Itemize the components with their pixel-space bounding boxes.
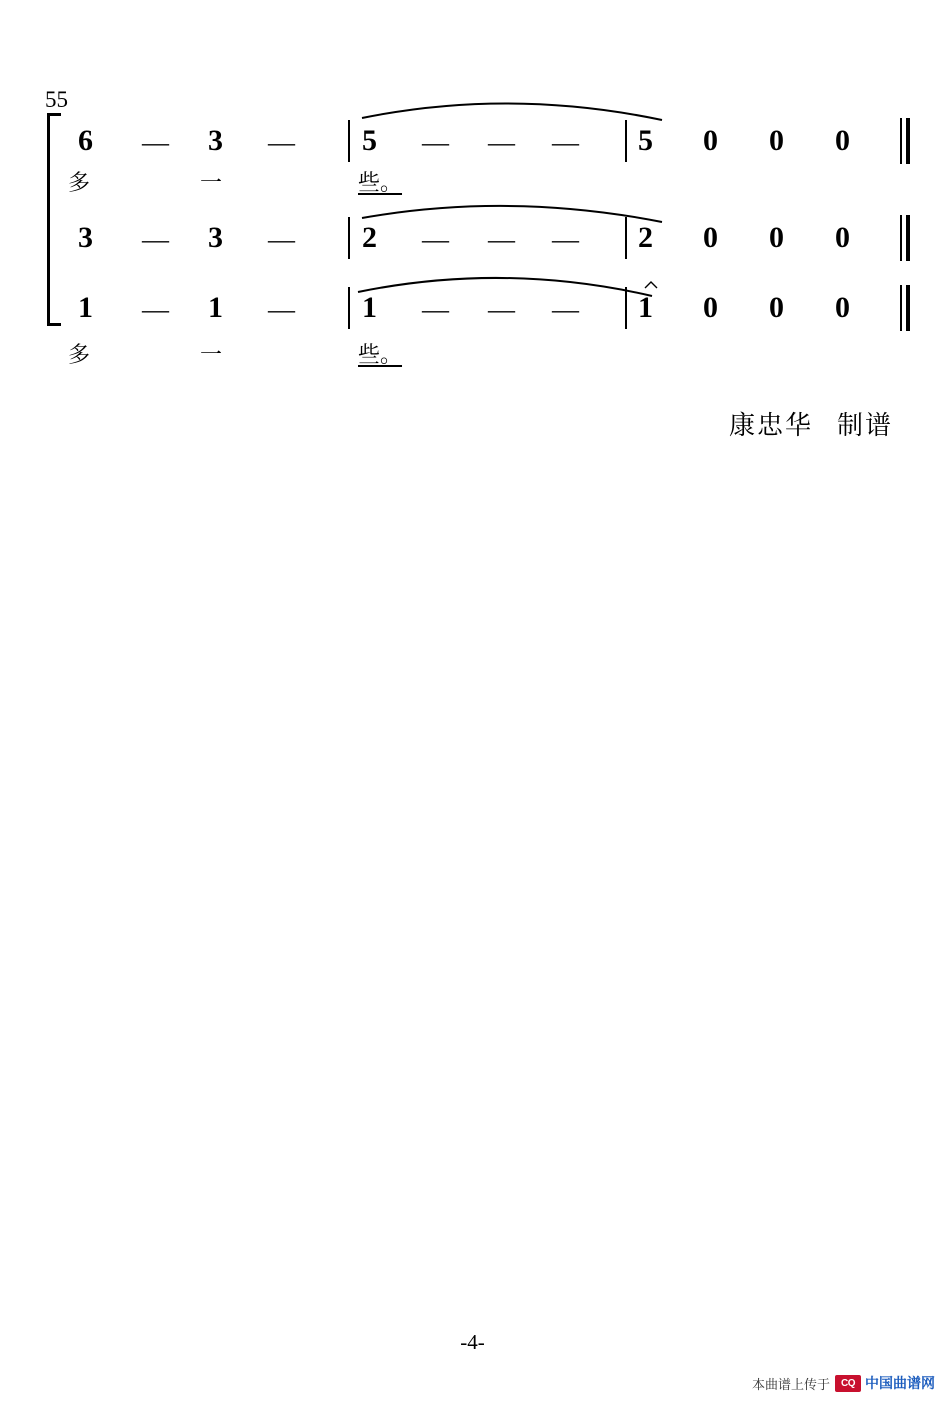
note: 3 (208, 221, 223, 254)
note-dash: — (142, 224, 169, 254)
note-dash: — (488, 294, 515, 324)
note: 0 (769, 124, 784, 157)
note-dash: — (552, 294, 579, 324)
note: 0 (703, 124, 718, 157)
site-name: 中国曲谱网 (865, 1375, 935, 1391)
note: 0 (703, 291, 718, 324)
final-barline (900, 285, 912, 331)
note: 5 (638, 124, 653, 157)
note-dash: — (142, 127, 169, 157)
lyric-syllable: 一 (200, 342, 223, 367)
barline (625, 287, 627, 329)
note-dash: — (268, 294, 295, 324)
note-dash: — (422, 127, 449, 157)
stave-soprano (60, 114, 920, 170)
note: 1 (78, 291, 93, 324)
note: 0 (703, 221, 718, 254)
note-dash: — (268, 127, 295, 157)
note: 3 (78, 221, 93, 254)
note: 1 (638, 291, 653, 324)
barline (625, 120, 627, 162)
barline (348, 120, 350, 162)
note: 3 (208, 124, 223, 157)
note: 0 (769, 221, 784, 254)
lyric-syllable: 多 (68, 342, 91, 367)
page-number: -4- (460, 1330, 485, 1354)
note-dash: — (268, 224, 295, 254)
barline (348, 287, 350, 329)
note: 1 (362, 291, 377, 324)
final-barline (900, 118, 912, 164)
note: 0 (835, 291, 850, 324)
note-dash: — (488, 127, 515, 157)
barline (625, 217, 627, 259)
stave-alto (60, 211, 920, 267)
measure-number: 55 (45, 87, 68, 112)
lyric-syllable: 些。 (358, 342, 403, 367)
arranger-role: 制谱 (836, 411, 893, 440)
note: 2 (638, 221, 653, 254)
note: 1 (208, 291, 223, 324)
note: 2 (362, 221, 377, 254)
note: 0 (769, 291, 784, 324)
note-dash: — (552, 127, 579, 157)
stave-bass (60, 281, 920, 337)
note-dash: — (552, 224, 579, 254)
note: 5 (362, 124, 377, 157)
barline (348, 217, 350, 259)
site-logo-icon: CQ (835, 1375, 861, 1392)
lyric-syllable: 些。 (358, 170, 403, 195)
note-dash: — (422, 294, 449, 324)
note-dash: — (422, 224, 449, 254)
footer-watermark (752, 1373, 935, 1393)
note: 6 (78, 124, 93, 157)
lyric-syllable: 一 (200, 170, 223, 195)
note-dash: — (142, 294, 169, 324)
system-bracket (47, 113, 61, 326)
arranger-name: 康忠华 (728, 411, 813, 440)
note: 0 (835, 124, 850, 157)
final-barline (900, 215, 912, 261)
credit-line (729, 405, 893, 442)
note-dash: — (488, 224, 515, 254)
lyric-syllable: 多 (68, 170, 91, 195)
footer-upload-text: 本曲谱上传于 (751, 1376, 830, 1392)
note: 0 (835, 221, 850, 254)
